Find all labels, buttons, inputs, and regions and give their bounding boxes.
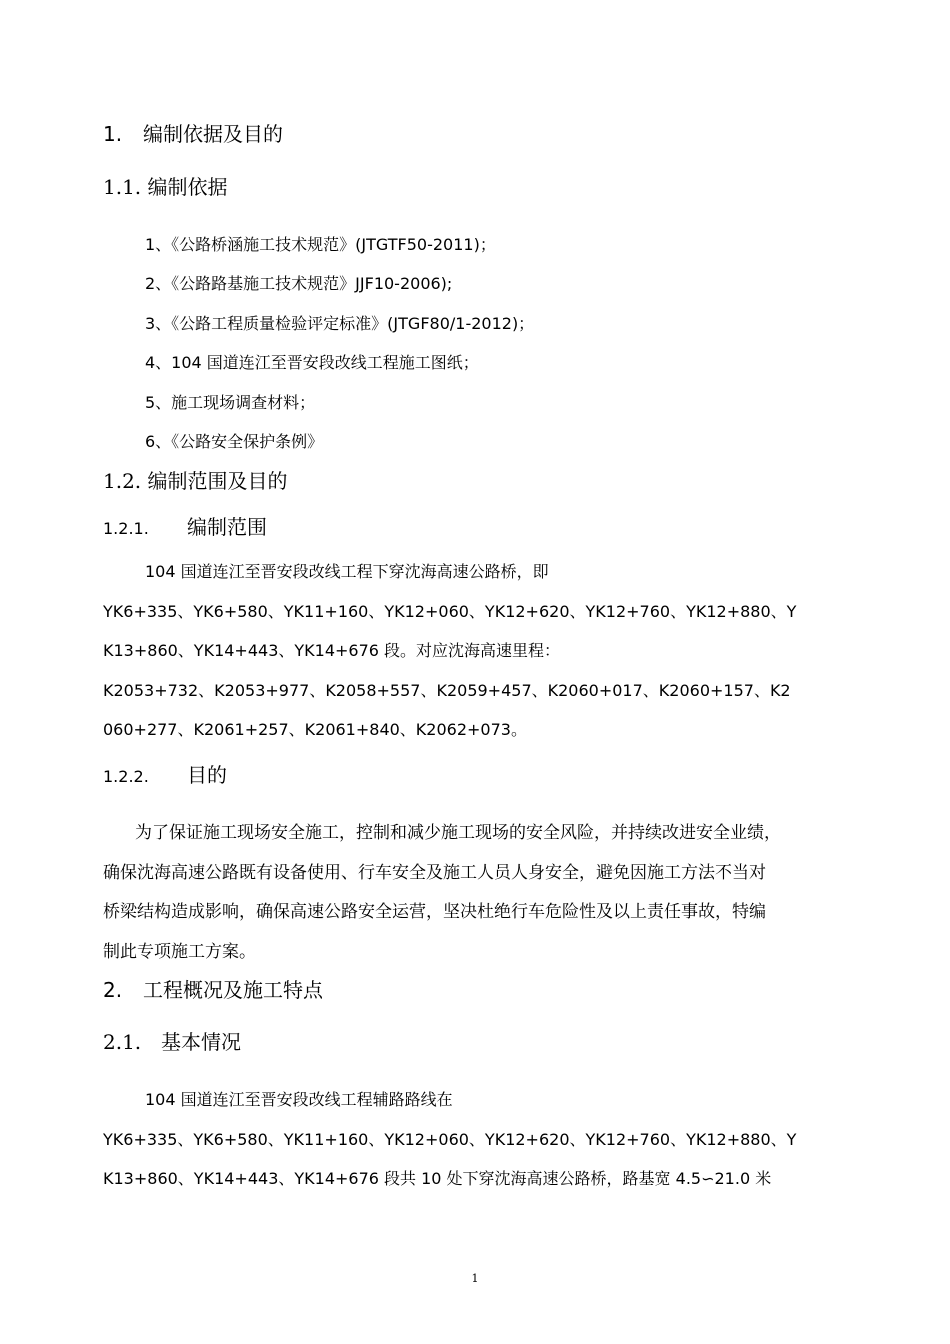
basic-line: K13+860、YK14+443、YK14+676 段共 10 处下穿沈海高速公路桥，路基宽 4.5∽21.0 米 [103,1169,772,1188]
scope-line: YK6+335、YK6+580、YK11+160、YK12+060、YK12+620、YK12+760、YK12+880、Y [103,602,797,621]
heading-number: 2. [103,978,123,1002]
heading-1 [103,118,283,147]
heading-2 [103,974,323,1003]
heading-title: 编制范围 [187,515,267,539]
scope-line: K13+860、YK14+443、YK14+676 段。对应沈海高速里程： [103,641,561,660]
heading-1-2-2 [103,759,227,788]
purpose-line: 桥梁结构造成影响，确保高速公路安全运营，坚决杜绝行车危险性及以上责任事故，特编 [103,902,766,922]
scope-line: K2053+732、K2053+977、K2058+557、K2059+457、K2060+017、K2060+157、K2 [103,681,791,700]
heading-title: 编制范围及目的 [147,469,288,493]
basic-line: YK6+335、YK6+580、YK11+160、YK12+060、YK12+620、YK12+760、YK12+880、Y [103,1130,797,1149]
purpose-line: 制此专项施工方案。 [103,942,256,962]
heading-number: 1.2.2. [103,767,149,786]
basis-item: 2、《公路路基施工技术规范》JJF10-2006); [145,274,453,293]
heading-title: 编制依据及目的 [143,122,283,146]
basis-item: 3、《公路工程质量检验评定标准》(JTGF80/1-2012)； [145,314,535,333]
heading-number: 1.1. [103,175,142,199]
heading-title: 工程概况及施工特点 [143,978,323,1002]
purpose-line: 为了保证施工现场安全施工，控制和减少施工现场的安全风险，并持续改进安全业绩， [135,823,781,843]
heading-number: 1.2. [103,469,142,493]
heading-number: 1. [103,122,123,146]
heading-title: 基本情况 [161,1030,241,1054]
heading-2-1 [103,1026,241,1055]
heading-number: 1.2.1. [103,519,149,538]
basis-item: 6、《公路安全保护条例》 [145,432,324,451]
basis-item: 4、104 国道连江至晋安段改线工程施工图纸； [145,353,479,372]
heading-title: 目的 [187,763,227,787]
heading-number: 2.1. [103,1030,142,1054]
heading-1-1 [103,171,228,200]
heading-1-2 [103,465,288,494]
heading-1-2-1 [103,511,267,540]
page-number: 1 [471,1272,479,1285]
heading-title: 编制依据 [147,175,228,199]
scope-line: 060+277、K2061+257、K2061+840、K2062+073。 [103,720,527,739]
purpose-line: 确保沈海高速公路既有设备使用、行车安全及施工人员人身安全，避免因施工方法不当对 [103,863,766,883]
scope-line: 104 国道连江至晋安段改线工程下穿沈海高速公路桥，即 [145,562,549,581]
basis-item: 5、施工现场调查材料； [145,393,316,412]
basis-item: 1、《公路桥涵施工技术规范》(JTGTF50-2011)； [145,235,496,254]
basic-line: 104 国道连江至晋安段改线工程辅路路线在 [145,1090,453,1109]
